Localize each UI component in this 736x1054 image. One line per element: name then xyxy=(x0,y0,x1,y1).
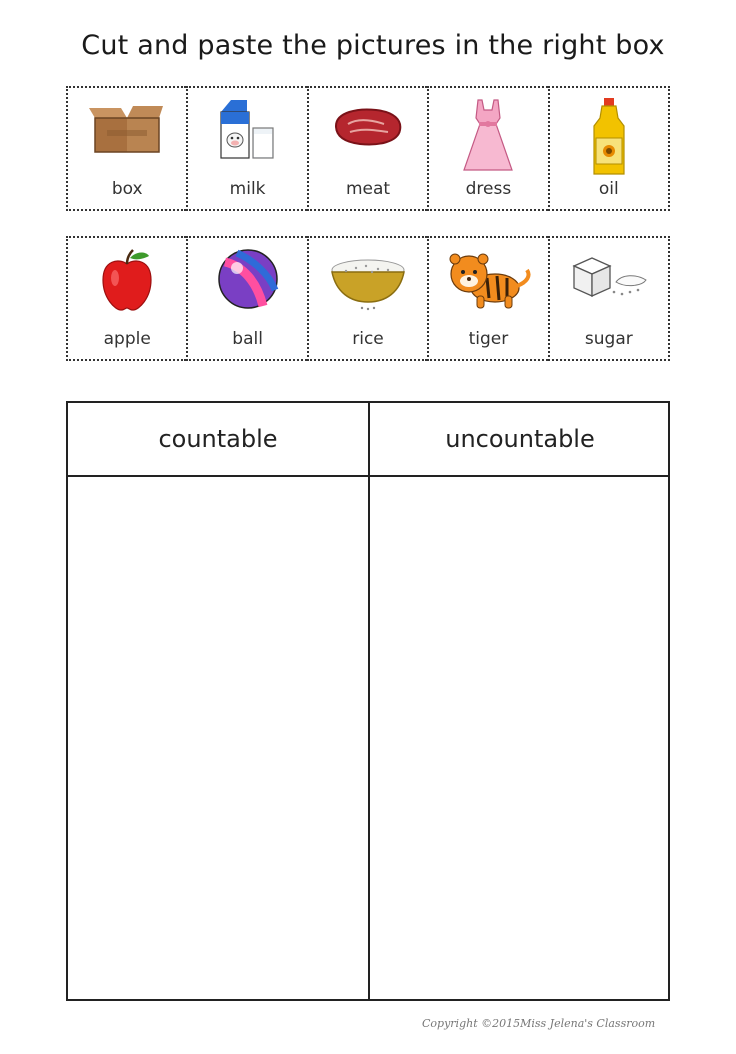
card-milk[interactable] xyxy=(186,86,306,211)
card-label: dress xyxy=(465,179,512,199)
card-label: apple xyxy=(103,329,151,349)
card-label: oil xyxy=(598,179,619,199)
card-dress[interactable] xyxy=(427,86,547,211)
pink-dress-icon xyxy=(458,96,518,174)
card-box[interactable] xyxy=(66,86,186,211)
sorting-table xyxy=(66,401,670,1001)
page-title: Cut and paste the pictures in the right box xyxy=(81,30,665,61)
milk-carton-icon xyxy=(213,96,283,166)
tiger-icon xyxy=(443,246,533,314)
card-label: meat xyxy=(345,179,391,199)
countable-header: countable xyxy=(158,425,278,453)
cardboard-box-icon xyxy=(87,96,167,156)
card-label: rice xyxy=(352,329,384,349)
card-label: box xyxy=(111,179,143,199)
copyright-notice: Copyright ©2015Miss Jelena's Classroom xyxy=(422,1017,656,1030)
picture-cards-row-2 xyxy=(66,236,670,361)
countable-drop-zone[interactable] xyxy=(68,477,368,999)
card-rice[interactable] xyxy=(307,236,427,361)
picture-cards-row-1 xyxy=(66,86,670,211)
card-label: tiger xyxy=(468,329,509,349)
uncountable-drop-zone[interactable] xyxy=(370,477,670,999)
card-oil[interactable] xyxy=(548,86,670,211)
card-apple[interactable] xyxy=(66,236,186,361)
card-label: milk xyxy=(229,179,266,199)
card-sugar[interactable] xyxy=(548,236,670,361)
rice-bowl-icon xyxy=(326,246,410,312)
uncountable-header: uncountable xyxy=(445,425,595,453)
beach-ball-icon xyxy=(213,246,283,316)
card-meat[interactable] xyxy=(307,86,427,211)
card-label: sugar xyxy=(584,329,633,349)
steak-icon xyxy=(328,96,408,156)
apple-icon xyxy=(97,246,157,316)
card-ball[interactable] xyxy=(186,236,306,361)
card-tiger[interactable] xyxy=(427,236,547,361)
card-label: ball xyxy=(232,329,263,349)
oil-bottle-icon xyxy=(584,96,634,178)
sugar-cube-icon xyxy=(564,246,654,308)
